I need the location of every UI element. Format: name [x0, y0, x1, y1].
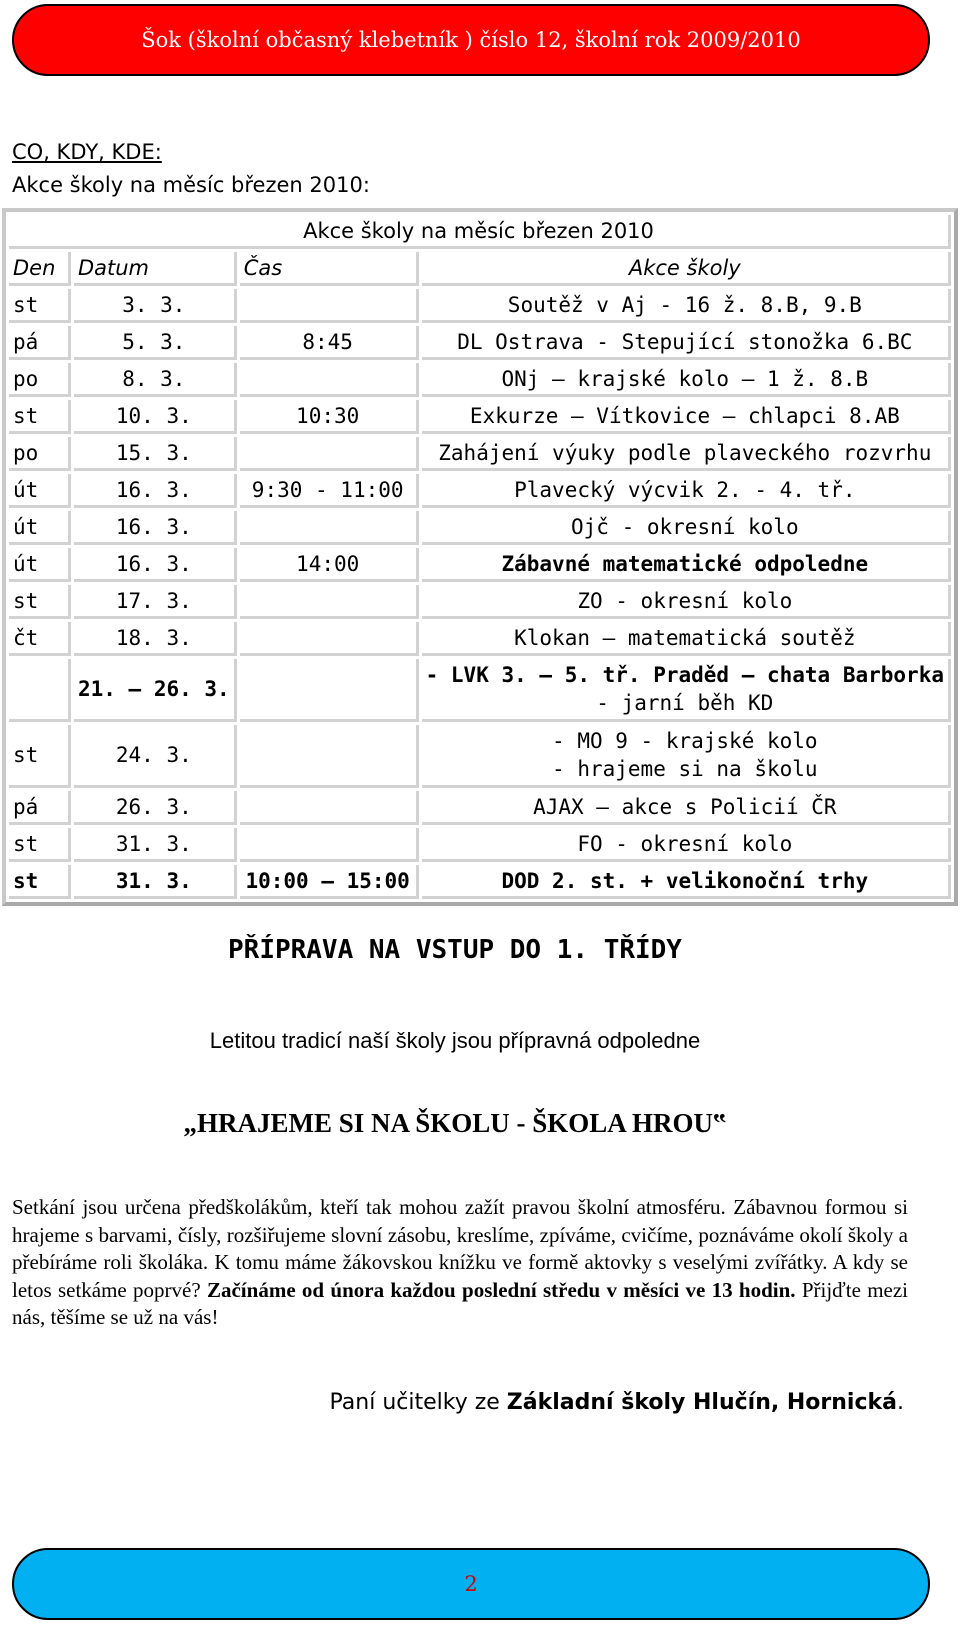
cell-datum: 16. 3.	[74, 548, 237, 582]
signature-prefix: Paní učitelky ze	[329, 1390, 507, 1415]
cell-den: po	[9, 437, 71, 471]
cell-cas: 10:00 – 15:00	[240, 865, 419, 899]
table-row	[9, 326, 951, 360]
cell-akce	[422, 791, 951, 825]
cell-den: st	[9, 585, 71, 619]
paragraph-bold-text: Začínáme od února každou poslední středu v měsíci ve 13 hodin.	[206, 1277, 796, 1302]
cell-akce-line: Zábavné matematické odpoledne	[501, 551, 869, 576]
cell-cas	[240, 511, 419, 545]
cell-akce-line: AJAX – akce s Policií ČR	[533, 794, 837, 819]
section-slogan: „HRAJEME SI NA ŠKOLU - ŠKOLA HROU‟	[183, 1108, 727, 1138]
section-paragraph	[12, 1194, 908, 1332]
cell-datum: 18. 3.	[74, 622, 237, 656]
cell-akce-line: Zahájení výuky podle plaveckého rozvrhu	[438, 440, 932, 465]
table-row	[9, 289, 951, 323]
table-row	[9, 791, 951, 825]
cell-cas: 14:00	[240, 548, 419, 582]
header-banner	[12, 4, 930, 76]
intro-subheading: Akce školy na měsíc březen 2010:	[12, 173, 370, 197]
cell-cas	[240, 622, 419, 656]
cell-akce-line: Soutěž v Aj - 16 ž. 8.B, 9.B	[507, 292, 862, 317]
cell-cas: 10:30	[240, 400, 419, 434]
header-title: Šok (školní občasný klebetník ) číslo 12, školní rok 2009/2010	[141, 28, 801, 52]
cell-cas	[240, 363, 419, 397]
cell-akce-line: - LVK 3. – 5. tř. Praděd – chata Barborka	[425, 663, 944, 687]
cell-cas	[240, 659, 419, 722]
table-header-row	[9, 252, 951, 286]
cell-akce-line: ZO - okresní kolo	[577, 588, 793, 613]
table-title-row	[9, 215, 951, 249]
cell-akce-line: Plavecký výcvik 2. - 4. tř.	[514, 477, 856, 502]
table-title: Akce školy na měsíc březen 2010	[9, 215, 951, 249]
cell-akce-line: Ojč - okresní kolo	[571, 514, 799, 539]
cell-datum: 15. 3.	[74, 437, 237, 471]
cell-akce-line: - MO 9 - krajské kolo	[552, 729, 818, 753]
table-row	[9, 659, 951, 722]
table-row	[9, 548, 951, 582]
cell-den: pá	[9, 326, 71, 360]
table-row	[9, 865, 951, 899]
cell-akce-line: ONj – krajské kolo – 1 ž. 8.B	[501, 366, 869, 391]
cell-akce	[422, 622, 951, 656]
cell-datum: 10. 3.	[74, 400, 237, 434]
cell-datum: 31. 3.	[74, 865, 237, 899]
cell-akce	[422, 363, 951, 397]
cell-akce	[422, 865, 951, 899]
cell-datum: 5. 3.	[74, 326, 237, 360]
cell-den: st	[9, 289, 71, 323]
intro-heading: CO, KDY, KDE:	[12, 140, 162, 164]
table-row	[9, 437, 951, 471]
cell-akce-line: - hrajeme si na školu	[552, 757, 818, 781]
paragraph-text-1: Setkání jsou určena předškolákům, kteří tak mohou zažít pravou školní atmosféru. Zábavnou formou si hrajeme s barvami, čísly, rozšiřujeme slovní zásobu, kreslíme, zpíváme, cvičíme, poznáváme okolí školy a přebíráme roli školáka. K tomu máme žákovskou knížku ve formě aktovky s veselými zvířátky. A kdy se letos setkáme poprvé?	[12, 1195, 908, 1302]
cell-den: út	[9, 511, 71, 545]
cell-cas: 9:30 - 11:00	[240, 474, 419, 508]
cell-akce-line: Exkurze – Vítkovice – chlapci 8.AB	[469, 403, 900, 428]
table-row	[9, 474, 951, 508]
cell-akce	[422, 511, 951, 545]
cell-den: st	[9, 865, 71, 899]
cell-datum: 24. 3.	[74, 725, 237, 788]
cell-datum: 17. 3.	[74, 585, 237, 619]
cell-akce	[422, 474, 951, 508]
cell-datum: 31. 3.	[74, 828, 237, 862]
table-row	[9, 363, 951, 397]
cell-den: po	[9, 363, 71, 397]
cell-akce	[422, 828, 951, 862]
cell-den: st	[9, 400, 71, 434]
cell-datum: 3. 3.	[74, 289, 237, 323]
cell-akce-line: - jarní běh KD	[596, 691, 774, 715]
paragraph-text-2: Přijďte mezi nás, těšíme se už na vás!	[12, 1277, 909, 1329]
cell-akce-line: DOD 2. st. + velikonoční trhy	[501, 868, 869, 893]
events-table	[2, 208, 958, 906]
cell-akce	[422, 289, 951, 323]
cell-datum: 16. 3.	[74, 474, 237, 508]
cell-akce-line: DL Ostrava - Stepující stonožka 6.BC	[457, 329, 913, 354]
cell-den: út	[9, 474, 71, 508]
table-row	[9, 400, 951, 434]
cell-den: st	[9, 828, 71, 862]
signature-school: Základní školy Hlučín, Hornická	[506, 1390, 897, 1415]
cell-akce	[422, 400, 951, 434]
table-row	[9, 511, 951, 545]
cell-den: út	[9, 548, 71, 582]
signature-suffix: .	[897, 1390, 904, 1415]
cell-akce	[422, 659, 951, 722]
cell-akce-line: Klokan – matematická soutěž	[514, 625, 856, 650]
cell-akce	[422, 326, 951, 360]
cell-datum: 26. 3.	[74, 791, 237, 825]
cell-cas	[240, 289, 419, 323]
cell-den: pá	[9, 791, 71, 825]
column-header-cas: Čas	[240, 252, 419, 286]
cell-datum: 8. 3.	[74, 363, 237, 397]
cell-akce-line: FO - okresní kolo	[577, 831, 793, 856]
cell-akce	[422, 437, 951, 471]
cell-cas	[240, 437, 419, 471]
cell-cas	[240, 585, 419, 619]
cell-den: st	[9, 725, 71, 788]
cell-akce	[422, 585, 951, 619]
cell-den: čt	[9, 622, 71, 656]
cell-cas	[240, 725, 419, 788]
cell-akce	[422, 725, 951, 788]
column-header-akce: Akce školy	[422, 252, 951, 286]
signature	[0, 1390, 904, 1415]
cell-datum: 21. – 26. 3.	[74, 659, 237, 722]
section-title: PŘÍPRAVA NA VSTUP DO 1. TŘÍDY	[228, 935, 682, 965]
footer-banner	[12, 1548, 930, 1620]
table-row	[9, 585, 951, 619]
table-row	[9, 725, 951, 788]
column-header-datum: Datum	[74, 252, 237, 286]
cell-den	[9, 659, 71, 722]
page-number: 2	[464, 1572, 478, 1596]
section-lead: Letitou tradicí naší školy jsou přípravná odpoledne	[209, 1028, 701, 1053]
cell-cas: 8:45	[240, 326, 419, 360]
cell-akce	[422, 548, 951, 582]
table-row	[9, 622, 951, 656]
column-header-den: Den	[9, 252, 71, 286]
cell-datum: 16. 3.	[74, 511, 237, 545]
cell-cas	[240, 828, 419, 862]
cell-cas	[240, 791, 419, 825]
table-row	[9, 828, 951, 862]
